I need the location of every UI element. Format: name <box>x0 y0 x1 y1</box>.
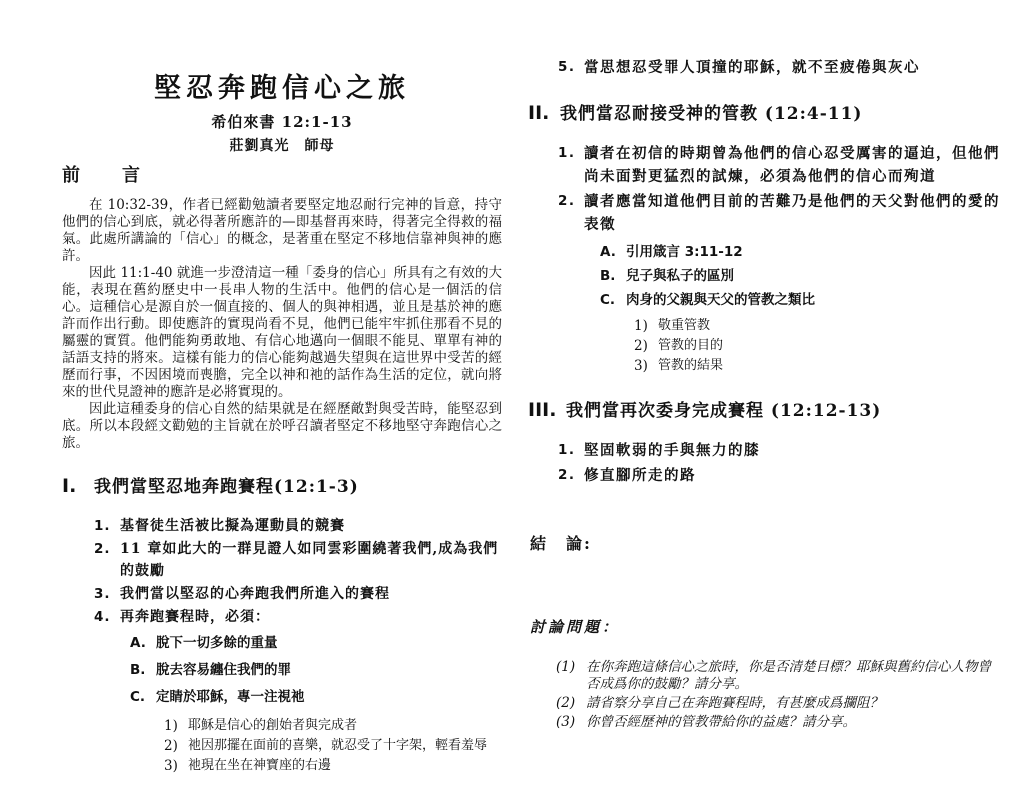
list-text: 我們當以堅忍的心奔跑我們所進入的賽程 <box>120 586 390 602</box>
list-marker: 1) <box>634 318 648 334</box>
list-item <box>558 464 1002 487</box>
list-text: 引用箴言 3:11-12 <box>626 244 743 260</box>
section-2-heading <box>528 99 1002 124</box>
scripture-reference: 希伯來書 12:1-13 <box>211 113 353 131</box>
page-title: 堅忍奔跑信心之旅 <box>154 73 410 104</box>
question-text: 請省察分享自己在奔跑賽程時，有甚麼成爲攔阻？ <box>586 695 883 711</box>
section-number: I. <box>62 475 77 497</box>
list-marker: 3) <box>164 758 178 774</box>
list-text: 脫下一切多餘的重量 <box>156 635 278 651</box>
preface-paragraph: 因此這種委身的信心自然的結果就是在經歷敵對與受苦時，能堅忍到底。所以本段經文勸勉的主旨就在於呼召讀者堅定不移地堅守奔跑信心之旅。 <box>62 401 502 451</box>
question-number: (1) <box>556 659 576 675</box>
list-marker: 2) <box>164 738 178 754</box>
sub-list-item <box>130 662 502 679</box>
detail-list-item <box>634 316 1002 336</box>
preface-paragraph: 在 10:32-39，作者已經勸勉讀者要堅定地忍耐行完神的旨意，持守他們的信心到底，就必得著所應許的—即基督再來時，得著完全得救的福氣。此處所講論的「信心」的概念，是著重在堅定不移地信靠神與神的應許。 <box>62 197 502 264</box>
list-item <box>94 606 502 628</box>
list-text: 讀者應當知道他們目前的苦難乃是他們的天父對他們的愛的表徵 <box>584 193 1000 233</box>
preface-paragraph: 因此 11:1-40 就進一步澄清這一種「委身的信心」所具有之有效的大能，表現在舊約歷史中一長串人物的生活中。他們的信心是一個活的信心。這種信心是源自於一個直接的、個人的與神相遇，並且是基於神的應許而作出行動。即使應許的實現尚看不見，他們已能牢牢抓住那看不見的屬靈的實質。他們能夠勇敢地、有信心地邁向一個眼不能見、單單有神的話語支持的將來。這樣有能力的信心能夠越過失望與在這世界中受苦的經歷而行事，不因困境而喪膽，完全以神和祂的話作為生活的定位，就向將來的世代見證神的應許是必將實現的。 <box>62 265 502 400</box>
list-marker: 1. <box>558 442 576 458</box>
list-marker: B. <box>130 662 146 678</box>
question-number: (3) <box>556 714 576 730</box>
list-marker: 2. <box>558 193 576 209</box>
list-item <box>94 515 502 537</box>
list-text: 當思想忍受罪人頂撞的耶穌，就不至疲倦與灰心 <box>584 59 920 76</box>
sub-list-item <box>130 635 502 652</box>
sub-list-item <box>600 292 1002 309</box>
right-column <box>528 56 1002 733</box>
list-text: 祂因那擺在面前的喜樂，就忍受了十字架，輕看羞辱 <box>188 738 488 753</box>
list-marker: 3) <box>634 358 648 374</box>
list-marker: A. <box>130 635 146 651</box>
section-title: 我們當忍耐接受神的管教 (12:4-11) <box>560 104 863 124</box>
section-title: 我們當堅忍地奔跑賽程(12:1-3) <box>94 477 359 497</box>
list-text: 肉身的父親與天父的管教之類比 <box>626 292 815 308</box>
section-title: 我們當再次委身完成賽程 (12:12-13) <box>566 401 882 421</box>
list-text: 再奔跑賽程時，必須： <box>120 609 270 625</box>
list-item <box>558 439 1002 462</box>
conclusion-heading: 結 論: <box>530 534 592 553</box>
list-marker: 5. <box>558 59 576 75</box>
list-text: 11 章如此大的一群見證人如同雲彩圍繞著我們,成為我們的鼓勵 <box>120 541 499 579</box>
list-marker: 3. <box>94 586 111 602</box>
list-text: 讀者在初信的時期曾為他們的信心忍受厲害的逼迫，但他們尚未面對更猛烈的試煉，必須為他們的信心而殉道 <box>584 145 1000 185</box>
list-marker: C. <box>130 689 146 705</box>
list-text: 脫去容易纏住我們的罪 <box>156 662 291 678</box>
detail-list-item <box>164 756 502 776</box>
list-marker: 1) <box>164 718 178 734</box>
detail-list-item <box>634 336 1002 356</box>
discussion-question <box>556 659 1002 693</box>
list-marker: 1. <box>94 518 111 534</box>
list-text: 敬重管教 <box>658 318 711 333</box>
list-item <box>94 538 502 582</box>
list-text: 管教的結果 <box>658 358 724 373</box>
list-marker: A. <box>600 244 616 260</box>
section-number: III. <box>528 399 557 421</box>
author-line: 莊劉真光 師母 <box>229 138 335 154</box>
section-1-heading <box>62 472 502 497</box>
section-number: II. <box>528 102 550 124</box>
list-marker: 4. <box>94 609 111 625</box>
question-text: 在你奔跑這條信心之旅時，你是否清楚目標？耶穌與舊約信心人物曾否成爲你的鼓勵？請分享。 <box>586 659 991 692</box>
discussion-question <box>556 695 1002 712</box>
sub-list-item <box>600 244 1002 261</box>
list-text: 堅固軟弱的手與無力的膝 <box>584 442 760 459</box>
list-marker: C. <box>600 292 616 308</box>
detail-list-item <box>634 356 1002 376</box>
list-text: 管教的目的 <box>658 338 724 353</box>
list-text: 兒子與私子的區別 <box>626 268 734 284</box>
list-text: 耶穌是信心的創始者與完成者 <box>188 718 358 733</box>
list-marker: 2) <box>634 338 648 354</box>
list-text: 修直腳所走的路 <box>584 467 696 484</box>
sub-list-item <box>130 689 502 706</box>
list-text: 祂現在坐在神寶座的右邊 <box>188 758 332 773</box>
discussion-question <box>556 714 1002 731</box>
list-item <box>558 56 1002 79</box>
list-item <box>94 583 502 605</box>
left-column <box>62 66 502 776</box>
detail-list-item <box>164 736 502 756</box>
discussion-heading: 討論問題： <box>530 618 621 636</box>
list-text: 基督徒生活被比擬為運動員的競賽 <box>120 518 345 534</box>
list-marker: 2. <box>94 541 111 557</box>
list-marker: 1. <box>558 145 576 161</box>
list-item <box>558 142 1002 188</box>
sub-list-item <box>600 268 1002 285</box>
list-text: 定睛於耶穌，專一注視祂 <box>156 689 305 705</box>
list-marker: B. <box>600 268 616 284</box>
question-number: (2) <box>556 695 576 711</box>
list-marker: 2. <box>558 467 576 483</box>
list-item <box>558 190 1002 236</box>
section-3-heading <box>528 396 1002 421</box>
detail-list-item <box>164 716 502 736</box>
preface-heading: 前 言 <box>62 165 152 186</box>
question-text: 你曾否經歷神的管教帶給你的益處？請分享。 <box>586 714 856 730</box>
